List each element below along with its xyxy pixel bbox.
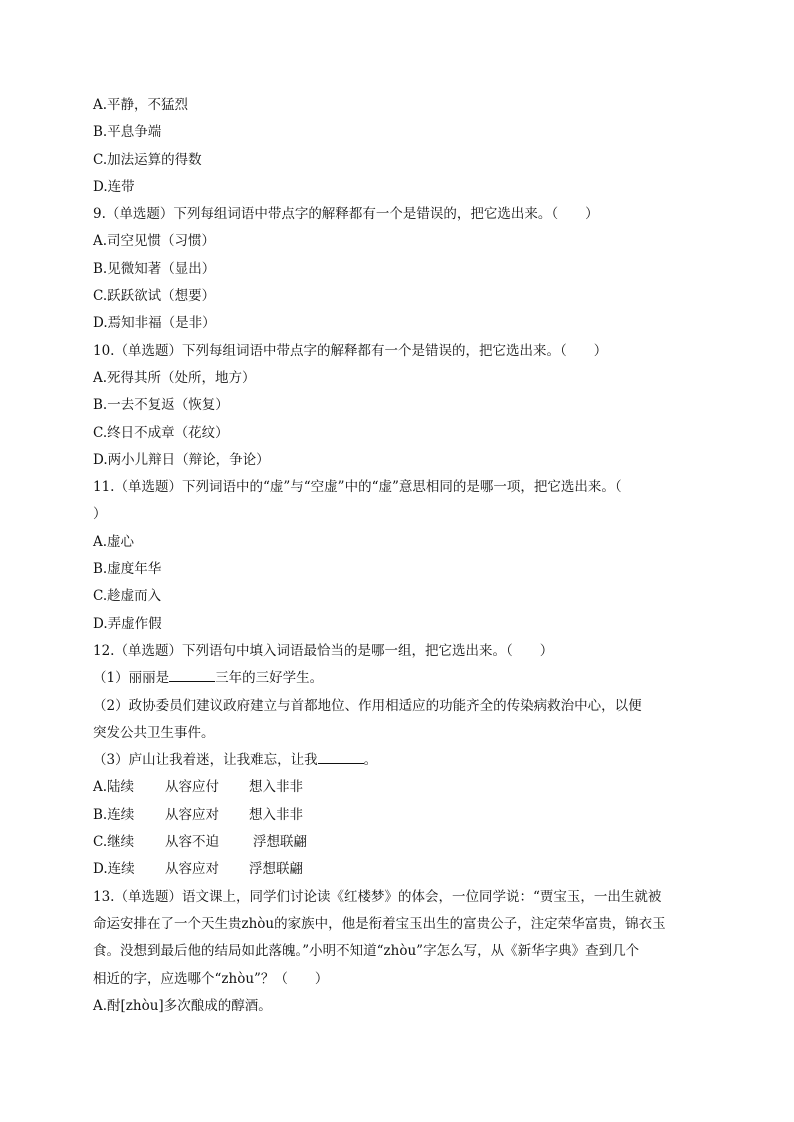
q12-s1-blank <box>169 667 215 682</box>
q12-option-c: C.继续 从容不迫 浮想联翩 <box>93 834 307 851</box>
q12-s3-blank <box>318 749 364 764</box>
q13-stem-line4: 相近的字，应选哪个“zhòu”？（ ） <box>93 970 329 987</box>
q12-s3-post: 。 <box>363 752 378 769</box>
q12-option-d: D.连续 从容应对 浮想联翩 <box>93 861 303 878</box>
question-list <box>93 92 713 1020</box>
q12-s3-pre: （3）庐山让我着迷，让我难忘，让我 <box>93 752 318 769</box>
q9-option-c: C.跃跃欲试（想要） <box>93 288 216 305</box>
q12-s1-post: 三年的三好学生。 <box>215 670 324 687</box>
q11-option-a: A.虚心 <box>93 533 135 550</box>
q12-s1-pre: （1）丽丽是 <box>93 670 170 687</box>
q13-stem-line2: 命运安排在了一个天生贵zhòu的家族中，他是衔着宝玉出生的富贵公子，注定荣华富贵，锦衣玉 <box>93 915 666 932</box>
q10-stem: 10.（单选题）下列每组词语中带点字的解释都有一个是错误的，把它选出来。（ ） <box>93 342 608 359</box>
q12-sentence-1 <box>93 665 713 692</box>
q11-option-c: C.趁虚而入 <box>93 588 162 605</box>
q13-option-a: A.酎[zhòu]多次酿成的醇酒。 <box>93 997 272 1014</box>
q8-option-d: D.连带 <box>93 178 135 195</box>
q10-option-a: A.死得其所（处所，地方） <box>93 369 256 386</box>
q11-stem-line1: 11.（单选题）下列词语中的“虚”与“空虚”中的“虚”意思相同的是哪一项，把它选出来。（ <box>93 479 622 496</box>
q11-option-b: B.虚度年华 <box>93 561 162 578</box>
q11-option-d: D.弄虚作假 <box>93 615 162 632</box>
q13-stem-line3: 食。没想到最后他的结局如此落魄。”小明不知道“zhòu”字怎么写，从《新华字典》查到几个 <box>93 943 640 960</box>
q9-option-d: D.焉知非福（是非） <box>93 315 216 332</box>
q11-stem-line2: ） <box>93 506 107 523</box>
q8-option-b: B.平息争端 <box>93 124 162 141</box>
q12-option-b: B.连续 从容应对 想入非非 <box>93 806 303 823</box>
q9-stem: 9.（单选题）下列每组词语中带点字的解释都有一个是错误的，把它选出来。（ ） <box>93 206 599 223</box>
q10-option-b: B.一去不复返（恢复） <box>93 397 229 414</box>
q10-option-d: D.两小儿辩日（辩论，争论） <box>93 451 270 468</box>
q12-sentence-3 <box>93 747 713 774</box>
q8-option-a: A.平静，不猛烈 <box>93 97 189 113</box>
q12-sentence-2-line1: （2）政协委员们建议政府建立与首都地位、作用相适应的功能齐全的传染病救治中心，以便 <box>93 697 642 714</box>
q12-option-a: A.陆续 从容应付 想入非非 <box>93 779 303 796</box>
q12-sentence-2-line2: 突发公共卫生事件。 <box>93 724 215 741</box>
q9-option-b: B.见微知著（显出） <box>93 260 216 277</box>
q10-option-c: C.终日不成章（花纹） <box>93 424 229 441</box>
q12-stem: 12.（单选题）下列语句中填入词语最恰当的是哪一组，把它选出来。（ ） <box>93 642 554 659</box>
q9-option-a: A.司空见惯（习惯） <box>93 233 216 250</box>
q13-stem-line1: 13.（单选题）语文课上，同学们讨论读《红楼梦》的体会，一位同学说：“贾宝玉，一出生就被 <box>93 888 662 905</box>
q8-option-c: C.加法运算的得数 <box>93 151 202 168</box>
